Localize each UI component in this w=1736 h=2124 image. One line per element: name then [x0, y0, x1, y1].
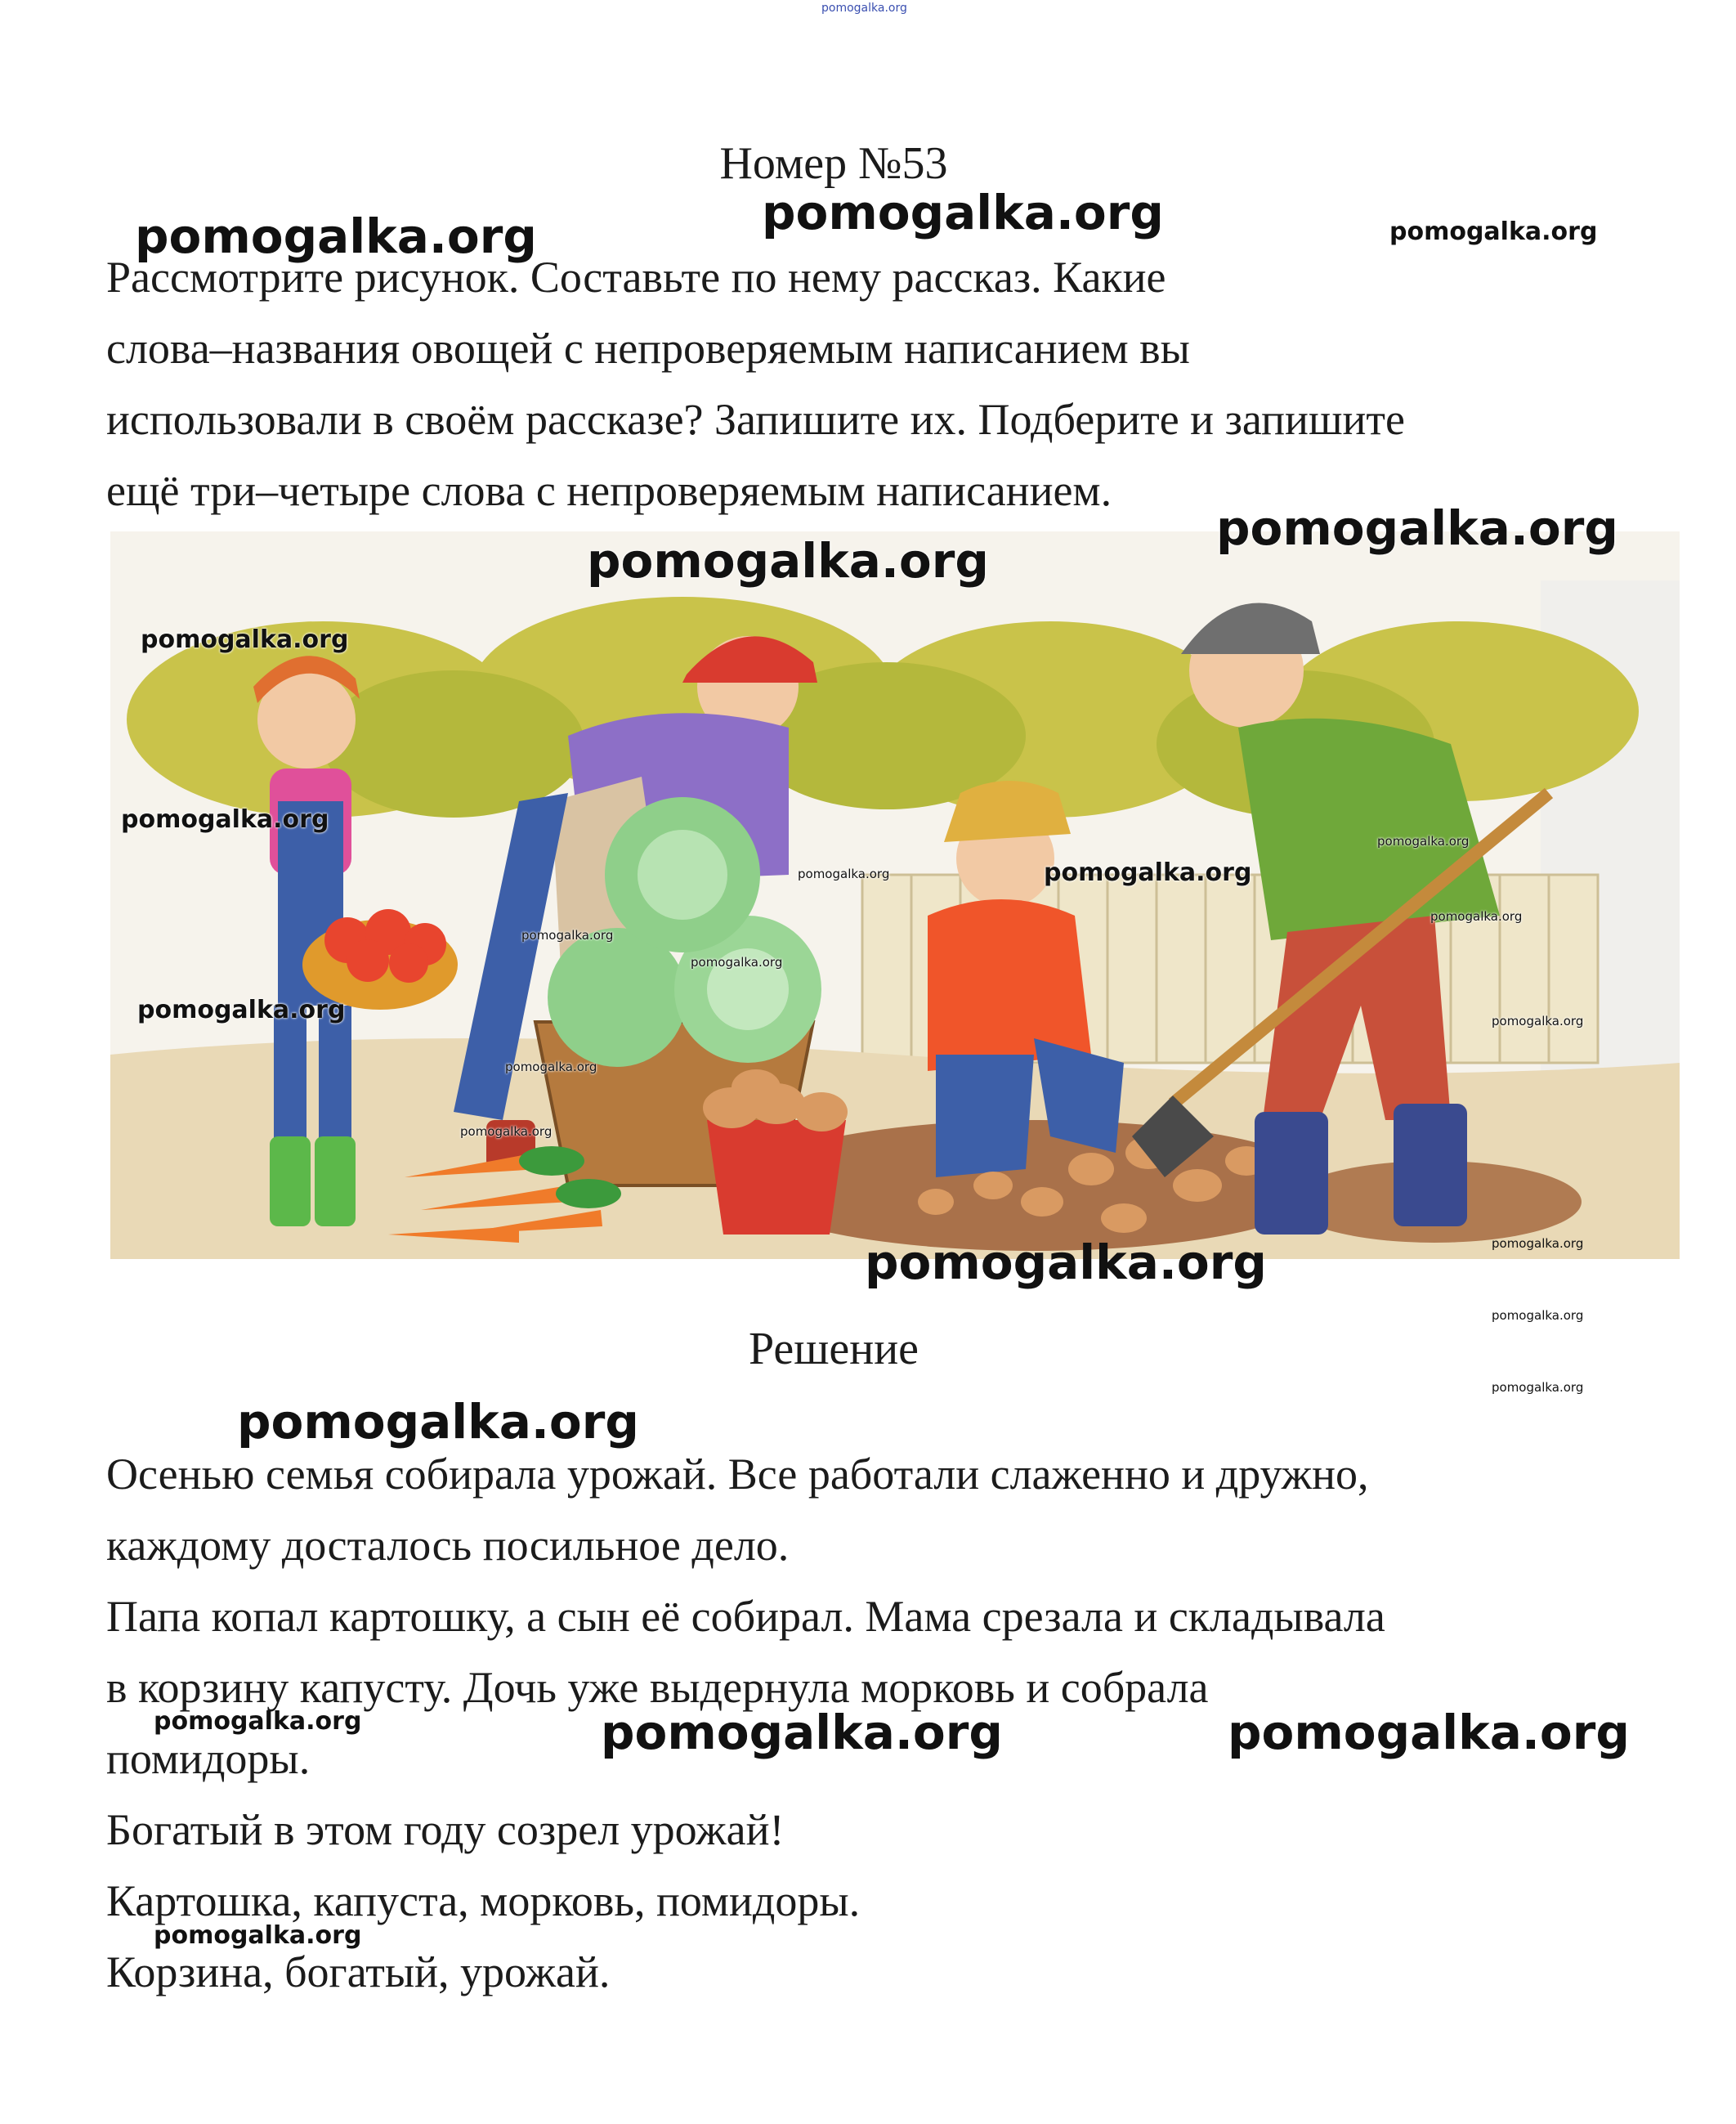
solution-heading: Решение — [748, 1324, 919, 1374]
watermark: pomogalka.org — [1044, 858, 1252, 887]
watermark: pomogalka.org — [1492, 1014, 1584, 1028]
task-line-3: использовали в своём рассказе? Запишите их. Подберите и запишите — [106, 395, 1405, 444]
page-title: Номер №53 — [719, 138, 948, 189]
watermark: pomogalka.org — [601, 1705, 1003, 1760]
watermark: pomogalka.org — [762, 185, 1164, 240]
watermark: pomogalka.org — [237, 1394, 639, 1450]
solution-line-8: Корзина, богатый, урожай. — [106, 1947, 611, 1996]
watermark: pomogalka.org — [1492, 1236, 1584, 1251]
watermark: pomogalka.org — [865, 1235, 1267, 1290]
solution-line-4: в корзину капусту. Дочь уже выдернула морковь и собрала — [106, 1663, 1209, 1712]
watermark: pomogalka.org — [587, 533, 989, 589]
watermark: pomogalka.org — [141, 625, 349, 654]
watermark: pomogalka.org — [1228, 1705, 1630, 1760]
watermark: pomogalka.org — [154, 1921, 362, 1950]
watermark: pomogalka.org — [1377, 834, 1470, 849]
watermark-top: pomogalka.org — [821, 2, 907, 15]
solution-line-6: Богатый в этом году созрел урожай! — [106, 1805, 785, 1854]
watermark: pomogalka.org — [1492, 1380, 1584, 1395]
watermark: pomogalka.org — [154, 1707, 362, 1736]
solution-line-3: Папа копал картошку, а сын её собирал. Мама срезала и складывала — [106, 1592, 1385, 1641]
watermark: pomogalka.org — [521, 928, 614, 943]
watermark: pomogalka.org — [1389, 217, 1598, 246]
watermark: pomogalka.org — [137, 996, 346, 1024]
task-line-2: слова–названия овощей с непроверяемым написанием вы — [106, 324, 1190, 373]
watermark: pomogalka.org — [691, 955, 783, 970]
watermark: pomogalka.org — [1430, 909, 1523, 924]
watermark: pomogalka.org — [1492, 1308, 1584, 1323]
watermark: pomogalka.org — [505, 1060, 597, 1074]
watermark: pomogalka.org — [121, 805, 329, 834]
solution-line-7: Картошка, капуста, морковь, помидоры. — [106, 1876, 861, 1925]
solution-line-1: Осенью семья собирала урожай. Все работали слаженно и дружно, — [106, 1450, 1369, 1499]
watermark: pomogalka.org — [135, 208, 537, 264]
solution-line-2: каждому досталось посильное дело. — [106, 1521, 790, 1570]
solution-line-5: помидоры. — [106, 1734, 311, 1783]
task-line-1: Рассмотрите рисунок. Составьте по нему рассказ. Какие — [106, 253, 1166, 302]
watermark: pomogalka.org — [460, 1124, 553, 1139]
watermark: pomogalka.org — [1216, 500, 1618, 556]
task-line-4: ещё три–четыре слова с непроверяемым написанием. — [106, 466, 1112, 515]
watermark: pomogalka.org — [798, 867, 890, 881]
